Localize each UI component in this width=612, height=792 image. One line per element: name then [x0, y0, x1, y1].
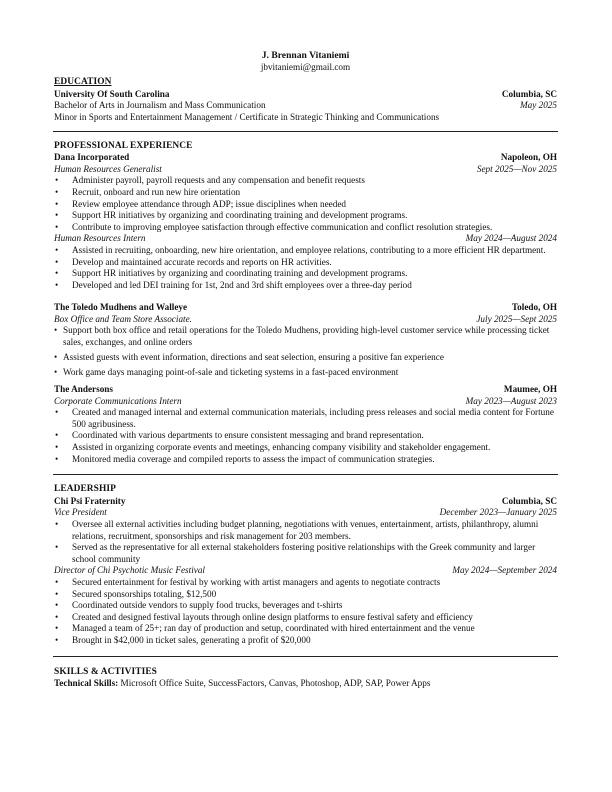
job-dates: May 2024—August 2024	[465, 233, 557, 244]
role-bullets	[54, 577, 557, 647]
experience-section	[54, 141, 557, 466]
org-location: Columbia, SC	[501, 495, 557, 506]
education-title: EDUCATION	[54, 77, 112, 88]
list-item: • Assisted in organizing corporate events and meetings, enhancing company visibility and stakeholder engagement.	[54, 442, 557, 454]
degree: Bachelor of Arts in Journalism and Mass Communication	[54, 100, 266, 111]
list-item: • Work game days managing point-of-sale and ticketing systems in a fast-paced environment	[54, 367, 557, 379]
section-divider	[53, 131, 558, 132]
list-item: • Contribute to improving employee satisfaction through effective communication and conflict resolution strategies.	[54, 222, 557, 234]
list-item: • Secured sponsorships totaling, $12,500	[54, 589, 557, 601]
job-andersons	[54, 384, 557, 465]
list-item: • Managed a team of 25+; ran day of production and setup, coordinated with hired entertainment and the venue	[54, 623, 557, 635]
role-dates: December 2023—January 2025	[439, 507, 557, 518]
skills-label: Technical Skills:	[54, 678, 119, 689]
technical-skills	[54, 678, 557, 690]
list-item: • Brought in $42,000 in ticket sales, generating a profit of $20,000	[54, 635, 557, 647]
company-location: Toledo, OH	[511, 302, 557, 313]
job-bullets	[54, 407, 557, 465]
job-title: Human Resources Intern	[54, 233, 146, 244]
resume-header	[54, 50, 557, 73]
skills-title: SKILLS & ACTIVITIES	[54, 666, 157, 677]
skills-value: Microsoft Office Suite, SuccessFactors, Canvas, Photoshop, ADP, SAP, Power Apps	[118, 678, 431, 689]
list-item: • Coordinated outside vendors to supply food trucks, beverages and t-shirts	[54, 600, 557, 612]
leadership-section	[54, 484, 557, 646]
list-item: • Created and designed festival layouts through online design platforms to ensure festival safety and efficiency	[54, 612, 557, 624]
skills-section	[54, 667, 557, 690]
list-item: • Developed and led DEI training for 1st, 2nd and 3rd shift employees over a three-day period	[54, 280, 557, 292]
job-bullets	[54, 175, 557, 233]
section-divider	[53, 656, 558, 657]
job-toledo	[54, 302, 557, 379]
job-dates: Sept 2025—Nov 2025	[476, 163, 557, 174]
list-item: • Recruit, onboard and run new hire orientation	[54, 187, 557, 199]
list-item: • Secured entertainment for festival by working with artist managers and agents to negotiate contracts	[54, 577, 557, 589]
section-divider	[53, 474, 558, 475]
job-title: Corporate Communications Intern	[54, 395, 182, 406]
list-item: • Created and managed internal and external communication materials, including press releases and social media content for Fortune 500 agribusiness.	[54, 407, 557, 430]
role-dates: May 2024—September 2024	[452, 565, 557, 576]
company-name: The Toledo Mudhens and Walleye	[54, 302, 188, 313]
minor: Minor in Sports and Entertainment Management / Certificate in Strategic Thinking and Communications	[54, 111, 440, 122]
company-name: The Andersons	[54, 384, 113, 395]
role-bullets	[54, 519, 557, 565]
role-title: Vice President	[54, 507, 107, 518]
company-location: Maumee, OH	[503, 384, 557, 395]
list-item: • Assisted in recruiting, onboarding, new hire orientation, and employee relations, contributing to a more efficient HR department.	[54, 245, 557, 257]
list-item: • Served as the representative for all external stakeholders fostering positive relationships with the Greek community and larger school community	[54, 542, 557, 565]
graduation-date: May 2025	[520, 100, 557, 111]
candidate-name: J. Brennan Vitaniemi	[261, 50, 350, 61]
list-item: • Coordinated with various departments to ensure consistent messaging and brand representation.	[54, 430, 557, 442]
list-item: • Support both box office and retail operations for the Toledo Mudhens, providing high-level customer service while processing ticket sales, exchanges, and online orders	[54, 325, 557, 348]
job-title: Human Resources Generalist	[54, 163, 162, 174]
job-dates: July 2025—Sept 2025	[476, 313, 557, 324]
list-item: • Develop and maintained accurate records and reports on HR activities.	[54, 257, 557, 269]
company-location: Napoleon, OH	[500, 152, 557, 163]
org-name: Chi Psi Fraternity	[54, 495, 126, 506]
list-item: • Assisted guests with event information, directions and seat selection, ensuring a positive fan experience	[54, 352, 557, 364]
candidate-email[interactable]: jbvitaniemi@gmail.com	[260, 61, 351, 72]
leadership-title: LEADERSHIP	[54, 484, 116, 495]
job-title: Box Office and Team Store Associate.	[54, 313, 192, 324]
list-item: • Oversee all external activities including budget planning, negotiations with venues, entertainment, artists, philanthropy, alumni relations, recruitment, sponsorships and risk management for 203 members.	[54, 519, 557, 542]
job-bullets	[54, 245, 557, 291]
school-location: Columbia, SC	[501, 88, 557, 99]
list-item: • Monitored media coverage and compiled reports to assess the impact of communication strategies.	[54, 454, 557, 466]
education-section	[54, 77, 557, 123]
company-name: Dana Incorporated	[54, 152, 130, 163]
job-dates: May 2023—August 2023	[465, 395, 557, 406]
role-title: Director of Chi Psychotic Music Festival	[54, 565, 205, 576]
job-bullets	[54, 325, 557, 379]
list-item: • Administer payroll, payroll requests and any compensation and benefit requests	[54, 175, 557, 187]
list-item: • Support HR initiatives by organizing and coordinating training and development programs.	[54, 210, 557, 222]
school-name: University Of South Carolina	[54, 88, 170, 99]
list-item: • Review employee attendance through ADP; issue disciplines when needed	[54, 199, 557, 211]
job-dana	[54, 152, 557, 291]
resume-page	[54, 50, 557, 690]
experience-title: PROFESSIONAL EXPERIENCE	[54, 140, 193, 151]
list-item: • Support HR initiatives by organizing and coordinating training and development programs.	[54, 268, 557, 280]
